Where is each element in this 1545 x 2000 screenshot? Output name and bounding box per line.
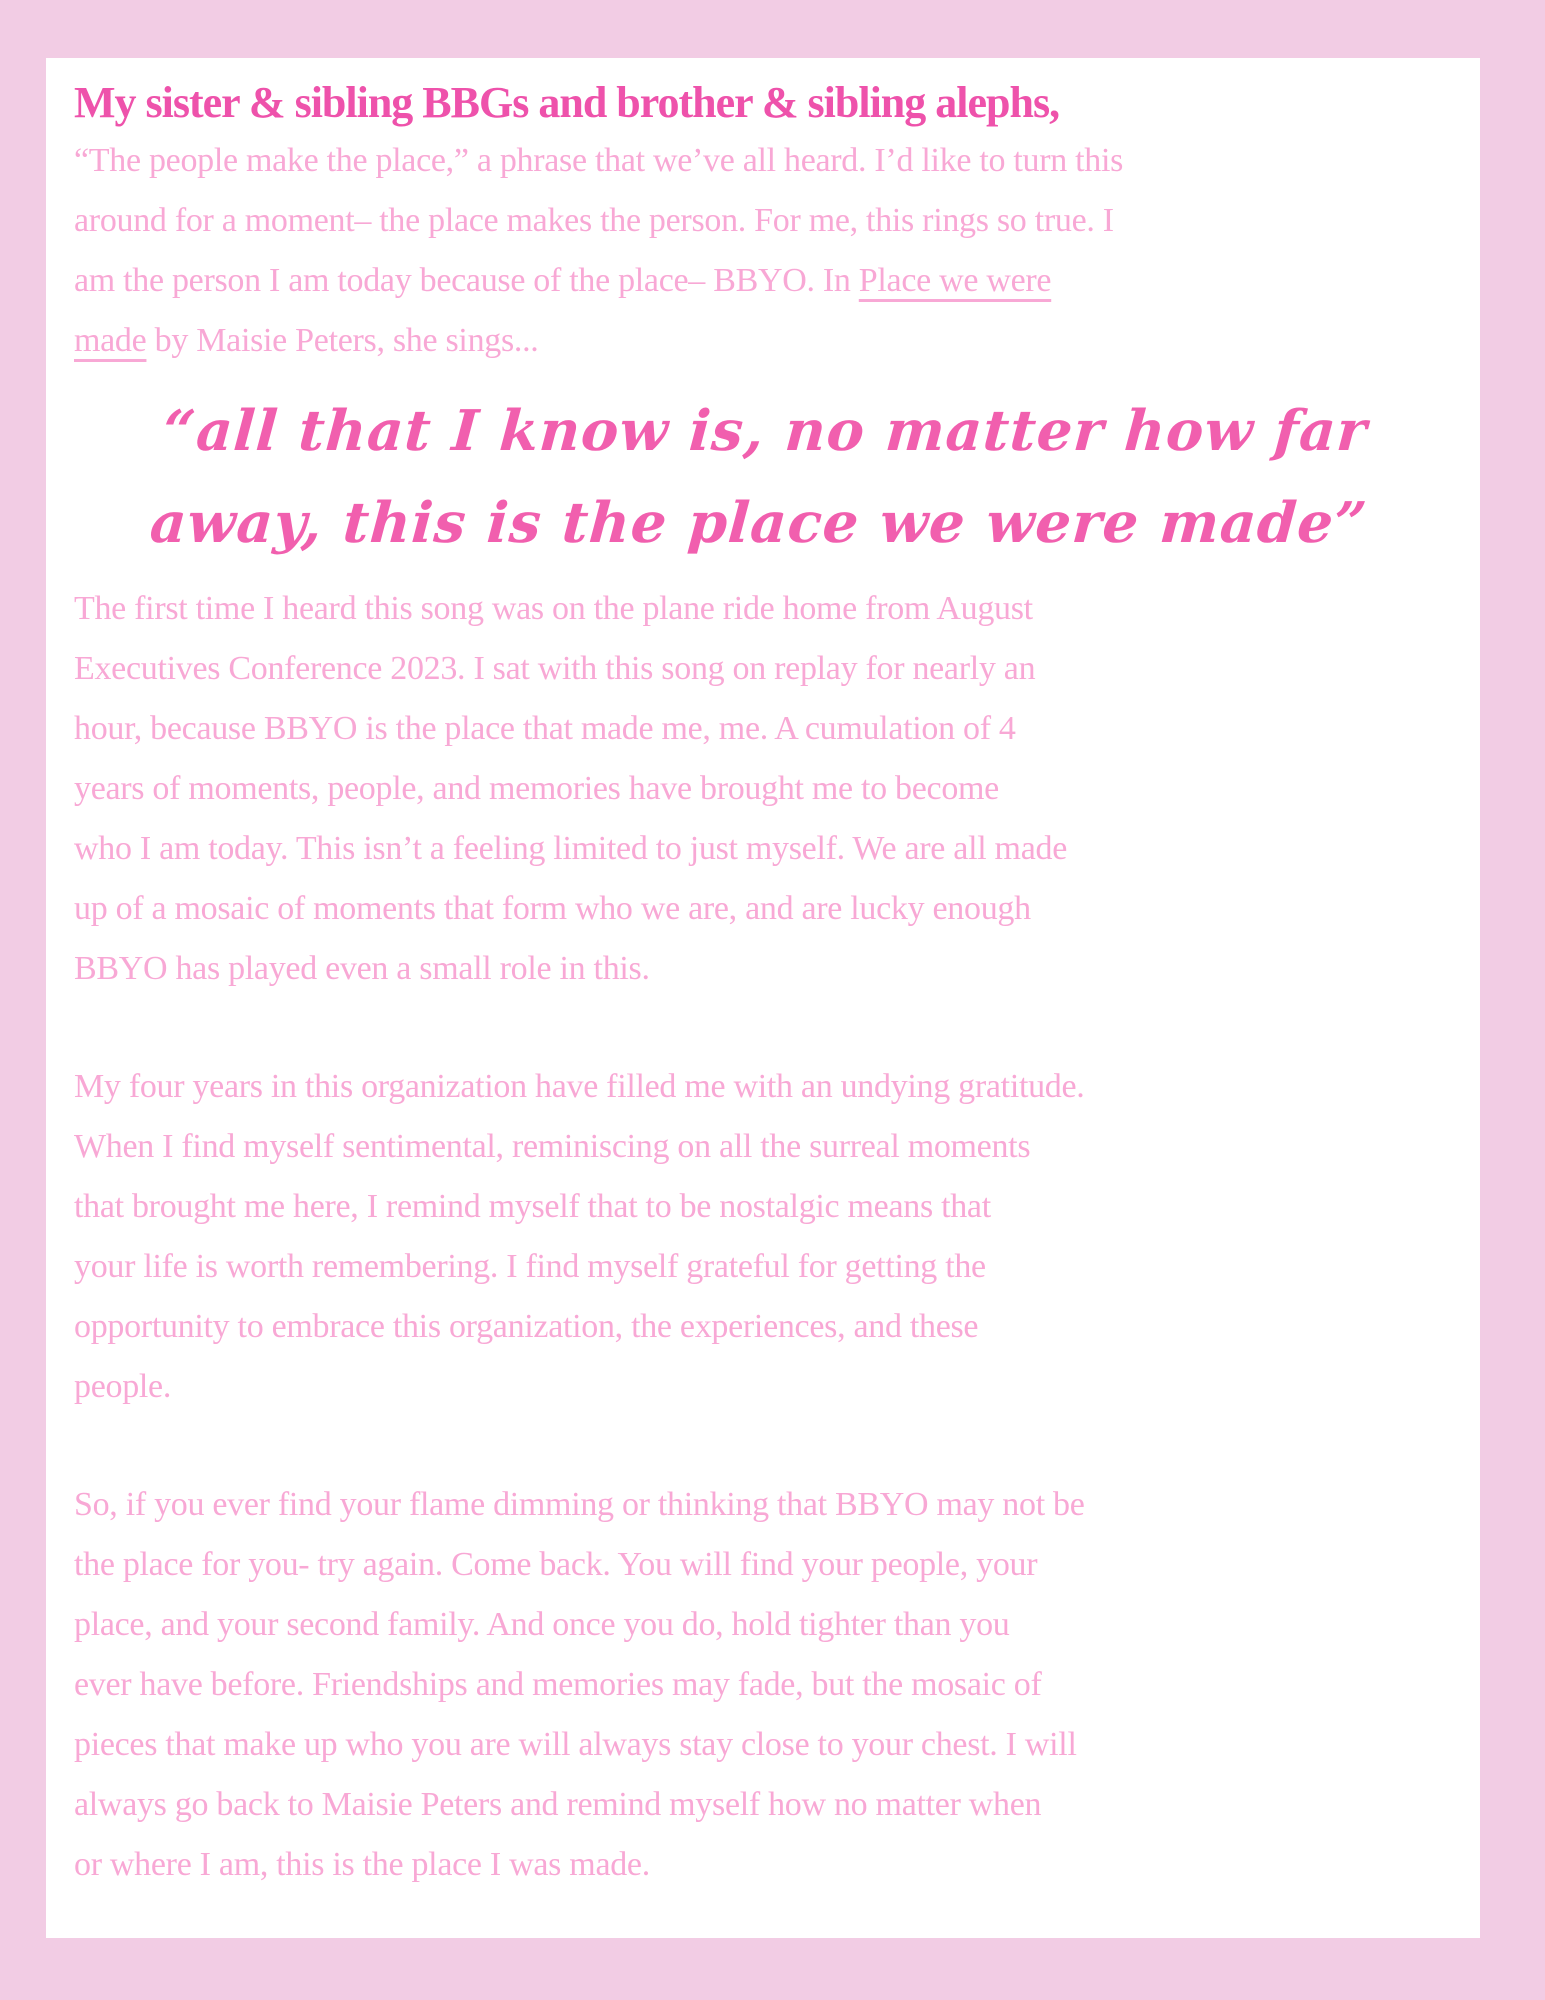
text-line: hour, because BBYO is the place that made me, me. A cumulation of 4	[74, 710, 1016, 748]
text-line: Executives Conference 2023. I sat with this song on replay for nearly an	[74, 650, 1036, 688]
text-line: always go back to Maisie Peters and remind myself how no matter when	[74, 1786, 1042, 1824]
text-line: ever have before. Friendships and memories may fade, but the mosaic of	[74, 1666, 1042, 1704]
paragraph-four-years	[74, 1057, 1450, 1417]
paragraph-first-time	[74, 579, 1450, 999]
text-line: that brought me here, I remind myself that to be nostalgic means that	[74, 1188, 991, 1226]
lyric-line-2: away, this is the place we were made”	[147, 490, 1370, 557]
underlined-song-title: made	[74, 322, 147, 360]
text-line: The first time I heard this song was on the plane ride home from August	[74, 590, 1033, 628]
text-line: My four years in this organization have filled me with an undying gratitude.	[74, 1068, 1085, 1106]
text-line: your life is worth remembering. I find myself grateful for getting the	[74, 1248, 986, 1286]
text-line: or where I am, this is the place I was made.	[74, 1846, 650, 1884]
text-line: the place for you- try again. Come back. You will find your people, your	[74, 1546, 1038, 1584]
underlined-song-title: Place we were	[858, 262, 1052, 300]
text-line: around for a moment– the place makes the person. For me, this rings so true. I	[74, 202, 1114, 240]
song-lyric-quote	[68, 385, 1457, 569]
text-line: opportunity to embrace this organization, the experiences, and these	[74, 1308, 979, 1346]
text-line: years of moments, people, and memories have brought me to become	[74, 770, 999, 808]
text-line: BBYO has played even a small role in this.	[74, 950, 650, 988]
text-line: up of a mosaic of moments that form who we are, and are lucky enough	[74, 890, 1031, 928]
text-line: who I am today. This isn’t a feeling limited to just myself. We are all made	[74, 830, 1067, 868]
salutation: My sister & sibling BBGs and brother & sibling alephs,	[74, 78, 1060, 127]
text-line: pieces that make up who you are will always stay close to your chest. I will	[74, 1726, 1077, 1764]
text-line: people.	[74, 1368, 172, 1406]
paragraph-closing	[74, 1475, 1450, 1895]
text-line: place, and your second family. And once you do, hold tighter than you	[74, 1606, 1010, 1644]
text-line: made by Maisie Peters, she sings...	[74, 322, 539, 360]
text-line: When I find myself sentimental, reminiscing on all the surreal moments	[74, 1128, 1031, 1166]
text-line: am the person I am today because of the place– BBYO. In Place we were	[74, 262, 1052, 300]
paragraph-intro	[74, 131, 1450, 371]
letter-sheet	[46, 58, 1480, 1938]
text-line: So, if you ever find your flame dimming or thinking that BBYO may not be	[74, 1486, 1085, 1524]
lyric-line-1: “all that I know is, no matter how far	[160, 398, 1370, 465]
text-line: “The people make the place,” a phrase that we’ve all heard. I’d like to turn this	[74, 142, 1124, 180]
